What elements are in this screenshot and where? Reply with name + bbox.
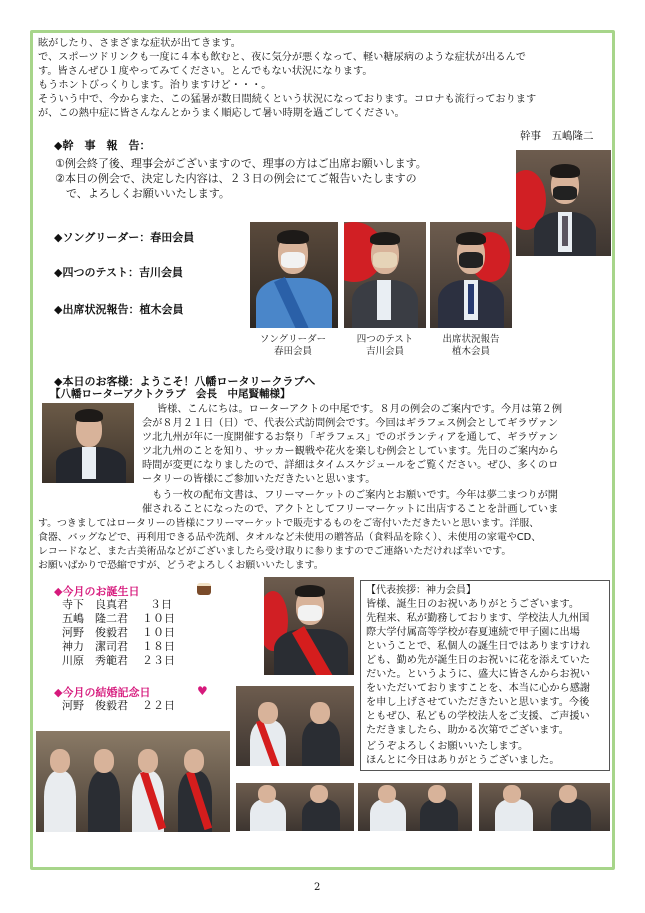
speech-line: 際大学付属高等学校が春夏連続で甲子園に出場 xyxy=(366,627,580,638)
role-attendance: ◆出席状況報告：植木会員 xyxy=(54,303,184,316)
page-number: 2 xyxy=(314,882,321,893)
guest-line: 食器、バッグなどで、再利用できる品や洗剤、タオルなど未使用の贈答品（食料品を除く）、未使用の家電やCD、 xyxy=(38,532,542,543)
birthday-day: ２３日 xyxy=(142,654,175,667)
intro-line: もうホントびっくりします。治りますけど・・・。 xyxy=(38,80,272,91)
role-song-leader: ◆ソングリーダー：春田会員 xyxy=(54,231,195,244)
guest-line: もう一枚の配布文書は、フリーマーケットのご案内とお願いです。今年は夢二まつりが開 xyxy=(142,490,558,501)
guest-line: ツ北九州のことを知り、サッカー観戦や花火を楽しむ例会としています。先日のご案内から xyxy=(142,446,559,457)
secretary-line: ①例会終了後、理事会がございますので、理事の方はご出席お願いします。 xyxy=(55,157,427,170)
guest-line: 催されることになったので、アクトとしてフリーマーケットに出店することを計画していま xyxy=(142,504,559,515)
anniversary-heading: ◆今月の結婚記念日 xyxy=(54,686,151,699)
birthday-heading: ◆今月のお誕生日 xyxy=(54,585,140,598)
speech-line: ともぜひ、私どもの学校法人をご支援、ご声援い xyxy=(366,711,590,722)
secretary-line: で、よろしくお願いいたします。 xyxy=(55,187,230,200)
guest-subheading: 【八幡ローターアクトクラブ 会長 中尾賢輔様】 xyxy=(50,388,291,400)
birthday-name: 川原 秀範君 xyxy=(62,654,128,667)
birthday-name: 河野 俊毅君 xyxy=(62,626,128,639)
caption-song-leader: ソングリーダー 春田会員 xyxy=(259,334,327,357)
birthday-day: ３日 xyxy=(150,598,172,611)
birthday-name: 寺下 良真君 xyxy=(62,598,128,611)
secretary-photo xyxy=(516,150,611,256)
guest-line: レコードなど、また古美術品などがございましたら受け取りに参りますのでご連絡いただければ幸いです。 xyxy=(38,546,512,557)
speech-line: をいただいておりますことを、本当に心から感謝 xyxy=(366,683,591,694)
speech-line: ほんとに今日はありがとうございました。 xyxy=(366,755,560,766)
guest-heading: ◆本日のお客様：ようこそ！八幡ロータリークラブへ xyxy=(54,375,316,388)
song-leader-photo xyxy=(250,222,338,328)
award-photo xyxy=(358,783,472,831)
speaker-photo xyxy=(264,577,354,675)
guest-line: 皆様、こんにちは。ローターアクトの中尾です。８月の例会のご案内です。今月は第２例 xyxy=(157,404,563,415)
four-way-test-photo xyxy=(344,222,426,328)
speech-line: だいた。というように、盛大に皆さんからお祝い xyxy=(366,669,591,680)
guest-line: ツ北九州が年に一度開催するお祭り「ギラフェス」でのボランティアを通して、ギラヴァン xyxy=(142,432,559,443)
birthday-name: 五嶋 隆二君 xyxy=(62,612,128,625)
guest-line: す。つきましてはロータリーの皆様にフリーマーケットで販売するものをご寄付いただきたいと思います。洋服、 xyxy=(38,518,540,529)
birthday-day: １８日 xyxy=(142,640,175,653)
speech-line: を申し上げさせていただきたいと思います。今後 xyxy=(366,697,590,708)
caption-four-way-test: 四つのテスト 吉川会員 xyxy=(356,334,414,357)
birthday-day: １０日 xyxy=(142,626,175,639)
role-four-way-test: ◆四つのテスト：吉川会員 xyxy=(54,266,184,279)
guest-line: 会が８月２１日（日）で、代表公式訪問例会です。今回はギラフェス例会としてギラヴァン xyxy=(142,418,559,429)
award-photo xyxy=(479,783,610,831)
anniversary-day: ２２日 xyxy=(142,699,175,712)
intro-line: 眩がしたり、さまざまな症状が出てきます。 xyxy=(38,38,241,49)
speech-line: 先程来、私が勤務しております、学校法人九州国 xyxy=(366,613,590,624)
speech-line: ただきましたら、助かる次第でございます。 xyxy=(366,725,569,736)
guest-line: 時間が変更になりましたので、詳細はタイムスケジュールをご覧ください。ぜひ、多くのロ xyxy=(142,460,559,471)
attendance-photo xyxy=(430,222,512,328)
speech-line: ということで、私個人の誕生日ではありますけれ xyxy=(366,641,590,652)
caption-attendance: 出席状況報告 植木会員 xyxy=(442,334,500,357)
speech-line: 皆様、誕生日のお祝いありがとうございます。 xyxy=(366,599,580,610)
guest-line: お願いばかりで恐縮ですが、どうぞよろしくお願いいたします。 xyxy=(38,560,324,571)
guest-photo xyxy=(42,403,134,483)
secretary-line: ②本日の例会で、決定した内容は、２３日の例会にてご報告いたしますの xyxy=(55,172,417,185)
speech-line: どうぞよろしくお願いいたします。 xyxy=(366,741,529,752)
intro-line: で、スポーツドリンクも一度に４本も飲むと、夜に気分が悪くなって、軽い糖尿病のような症状が出るんで xyxy=(38,52,526,63)
heart-icon: ♥ xyxy=(197,684,208,698)
speech-line: ども、勤め先が誕生日のお祝いに花を添えていた xyxy=(366,655,591,666)
cake-icon xyxy=(197,583,211,595)
intro-line: す。皆さんぜひ１度やってみてください。とんでもない状況になります。 xyxy=(38,66,373,77)
anniversary-name: 河野 俊毅君 xyxy=(62,699,128,712)
award-photo xyxy=(236,686,354,766)
secretary-caption: 幹事 五嶋隆二 xyxy=(520,130,594,142)
birthday-day: １０日 xyxy=(142,612,175,625)
speech-title: 【代表挨拶：神力会員】 xyxy=(366,585,476,596)
intro-line: が、この熱中症に皆さんなんとかうまく順応して暑い時期を過ごしてください。 xyxy=(38,108,405,119)
birthday-name: 神力 潔司君 xyxy=(62,640,128,653)
award-photo xyxy=(236,783,354,831)
secretary-heading: ◆幹 事 報 告： xyxy=(54,139,151,152)
birthday-group-photo xyxy=(36,731,230,832)
guest-line: ータリーの皆様にご参加いただきたいと思います。 xyxy=(142,474,376,485)
intro-line: そういう中で、今からまた、この猛暑が数日間続くという状況になっております。コロナも流行っております xyxy=(38,94,537,105)
